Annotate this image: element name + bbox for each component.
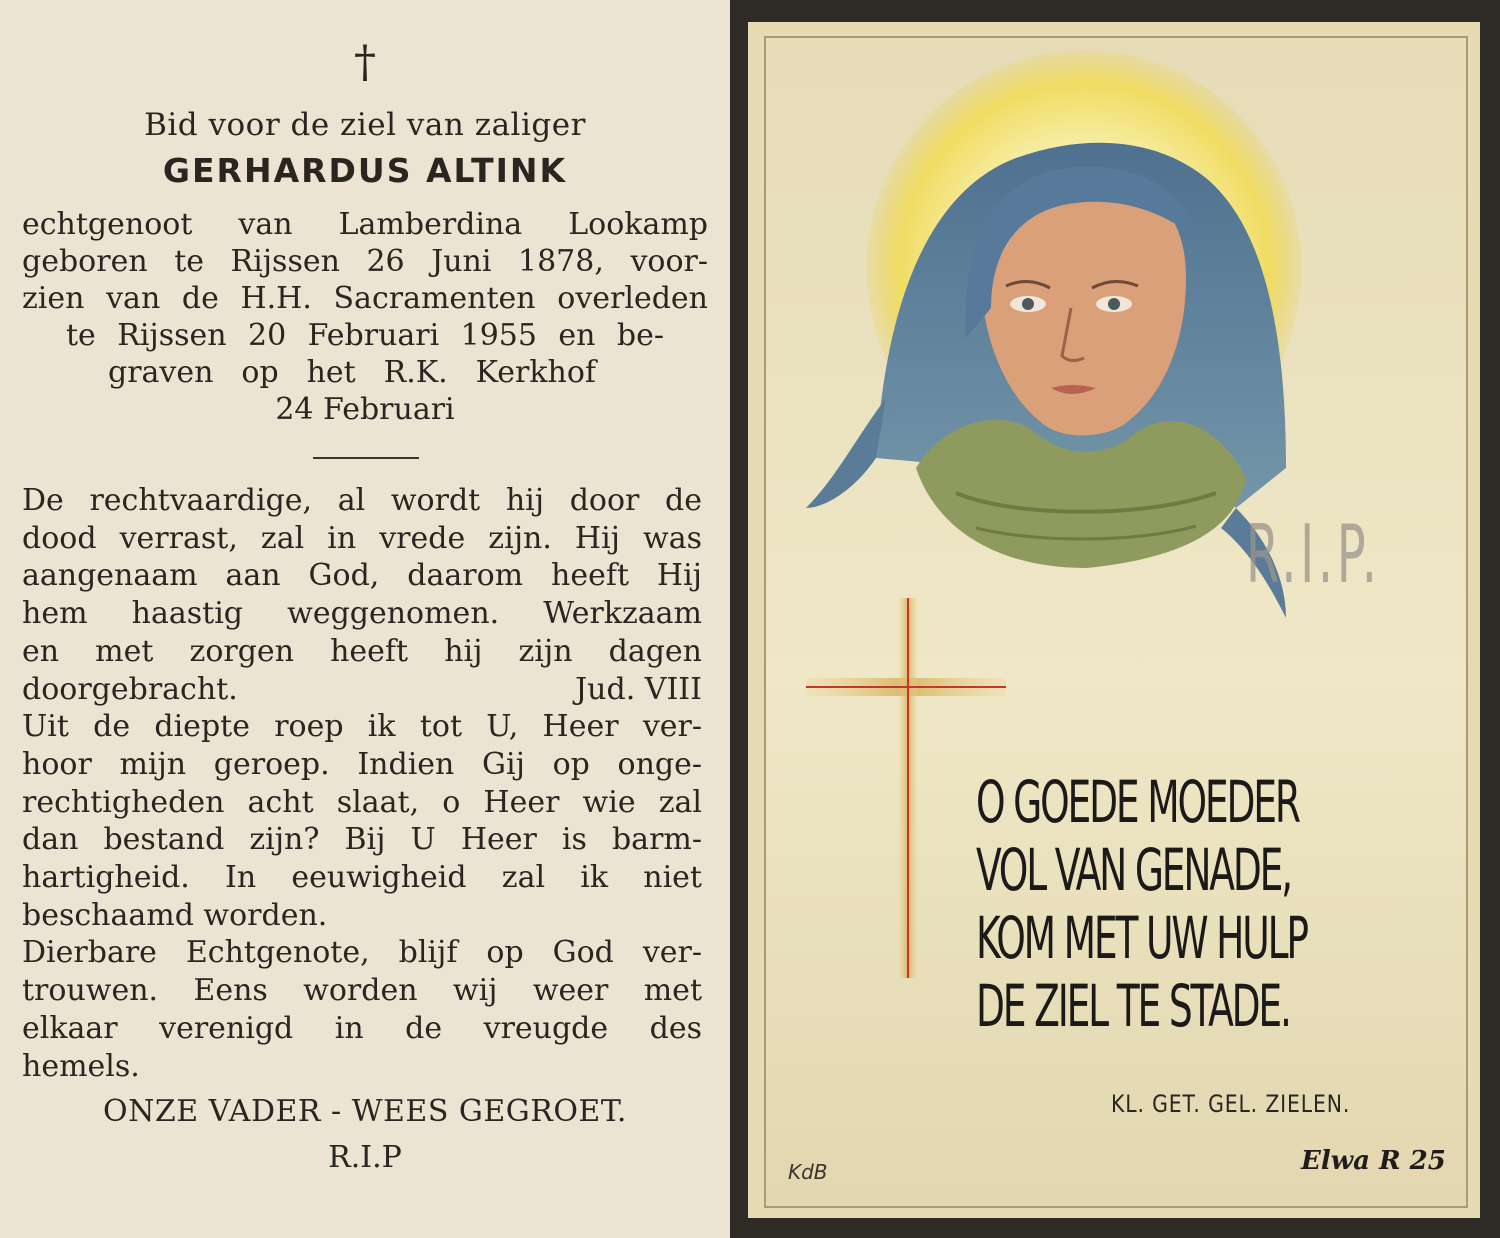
verse-line: dan bestand zijn? Bij U Heer is barm- [22, 822, 702, 858]
verse-line: rechtigheden acht slaat, o Heer wie zal [22, 784, 702, 820]
closing-prayer: ONZE VADER - WEES GEGROET. [103, 1094, 627, 1129]
verse-line: hoor mijn geroep. Indien Gij op onge- [22, 746, 702, 782]
card-header [0, 104, 730, 194]
illustration-frame [764, 36, 1468, 1208]
bio-line: zien van de H.H. Sacramenten overleden [22, 281, 708, 316]
intro-line: Bid voor de ziel van zaliger [144, 107, 586, 143]
verse-line: hem haastig weggenomen. Werkzaam [22, 596, 702, 632]
artist-signature: KdB [788, 1160, 828, 1184]
inscription-line: KOM MET UW HULP [976, 904, 1307, 972]
verse-line: hartigheid. In eeuwigheid zal ik niet [22, 860, 702, 896]
verse-reference: Jud. VIII [575, 671, 702, 707]
verse-line: beschaamd worden. [22, 897, 328, 933]
inscription-line: VOL VAN GENADE, [976, 836, 1291, 904]
divider-rule [313, 457, 419, 459]
biography [22, 206, 708, 428]
verse-line: Dierbare Echtgenote, blijf op God ver- [22, 935, 702, 971]
verse-line: dood verrast, zal in vrede zijn. Hij was [22, 520, 702, 556]
verse-line: trouwen. Eens worden wij weer met [22, 973, 702, 1009]
bio-line: geboren te Rijssen 26 Juni 1878, voor- [22, 244, 708, 279]
inscription-source: KL. GET. GEL. ZIELEN. [1111, 1090, 1351, 1118]
verse-line: en met zorgen heeft hij zijn dagen [22, 633, 702, 669]
rip-text: R.I.P [328, 1140, 402, 1175]
verse-line: aangenaam aan God, daarom heeft Hij [22, 558, 702, 594]
prayer-card-image-side [748, 22, 1480, 1218]
cross-icon: † [354, 37, 376, 88]
deceased-name: GERHARDUS ALTINK [162, 151, 568, 190]
inscription-line: O GOEDE MOEDER [976, 768, 1299, 836]
bio-line: echtgenoot van Lamberdina Lookamp [22, 207, 708, 242]
bio-line: graven op het R.K. Kerkhof [108, 355, 596, 390]
bio-line: 24 Februari [275, 392, 455, 427]
bio-line: te Rijssen 20 Februari 1955 en be- [66, 318, 664, 353]
verse-line: Uit de diepte roep ik tot U, Heer ver- [22, 709, 702, 745]
prayer-card-text-side [0, 0, 730, 1238]
publisher-mark: Elwa R 25 [1301, 1146, 1446, 1176]
verse-line: doorgebracht. [22, 671, 238, 707]
verse-line: hemels. [22, 1048, 140, 1084]
inscription-line: DE ZIEL TE STADE. [976, 972, 1290, 1040]
inscription [976, 768, 1314, 1040]
scripture-verse [22, 482, 702, 1085]
verse-line: elkaar verenigd in de vreugde des [22, 1010, 702, 1046]
rip-pencil-sketch: R.I.P. [1246, 508, 1381, 601]
verse-line-with-reference [22, 671, 702, 709]
verse-line: De rechtvaardige, al wordt hij door de [22, 483, 702, 518]
